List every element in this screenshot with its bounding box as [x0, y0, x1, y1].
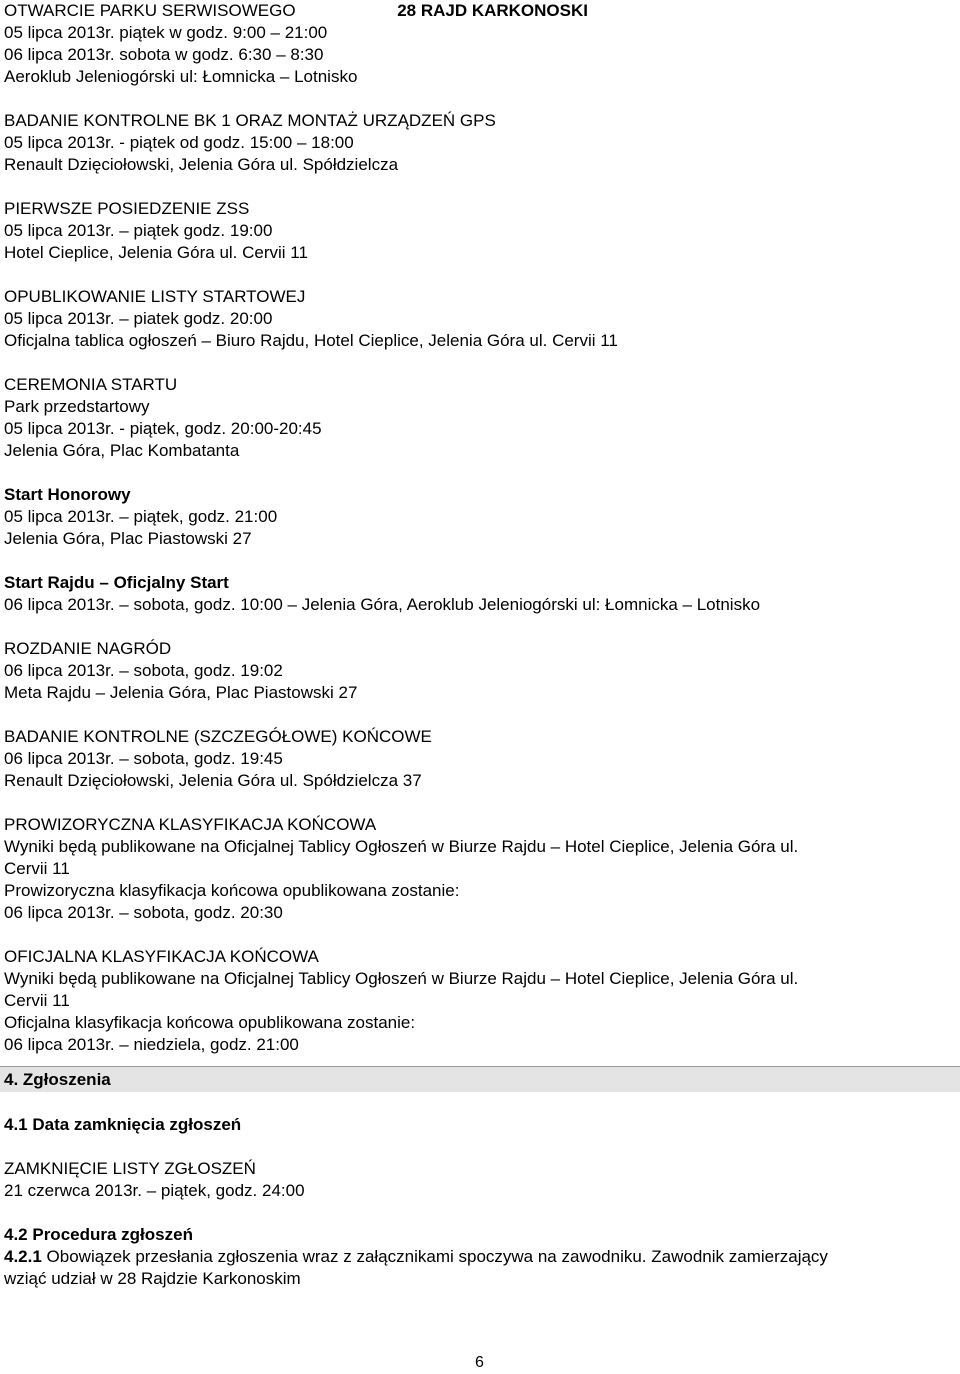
subsection-heading: 4.2 Procedura zgłoszeń [4, 1225, 193, 1244]
block-title: PIERWSZE POSIEDZENIE ZSS [4, 199, 250, 218]
document-header-title: 28 RAJD KARKONOSKI [397, 1, 588, 20]
block-title: BADANIE KONTROLNE (SZCZEGÓŁOWE) KOŃCOWE [4, 727, 432, 746]
item-line: 21 czerwca 2013r. – piątek, godz. 24:00 [4, 1181, 305, 1200]
spacer [4, 176, 954, 198]
block-line: 06 lipca 2013r. – sobota, godz. 19:45 [4, 749, 283, 768]
block-line: 05 lipca 2013r. - piątek, godz. 20:00-20:45 [4, 419, 322, 438]
block-line: Cervii 11 [4, 991, 70, 1010]
block-line: Cervii 11 [4, 859, 70, 878]
spacer [4, 88, 954, 110]
paragraph-number: 4.2.1 [4, 1247, 42, 1266]
block-line: Jelenia Góra, Plac Kombatanta [4, 441, 240, 460]
block-line: Renault Dzięciołowski, Jelenia Góra ul. Spółdzielcza [4, 155, 399, 174]
block-line: 06 lipca 2013r. – sobota, godz. 20:30 [4, 903, 283, 922]
block-line: 05 lipca 2013r. piątek w godz. 9:00 – 21:00 [4, 23, 328, 42]
schedule-block-official-start [4, 572, 954, 616]
spacer [4, 1092, 954, 1114]
block-line: Oficjalna klasyfikacja końcowa opublikowana zostanie: [4, 1013, 416, 1032]
block-title: Start Honorowy [4, 485, 131, 504]
spacer [4, 352, 954, 374]
block-line: Meta Rajdu – Jelenia Góra, Plac Piastowski 27 [4, 683, 358, 702]
section-heading-bar [0, 1066, 960, 1092]
spacer [4, 924, 954, 946]
block-line: 05 lipca 2013r. – piatek godz. 20:00 [4, 309, 273, 328]
paragraph-text: Obowiązek przesłania zgłoszenia wraz z załącznikami spoczywa na zawodniku. Zawodnik zamierzający [41, 1247, 828, 1266]
block-title: PROWIZORYCZNA KLASYFIKACJA KOŃCOWA [4, 815, 377, 834]
block-title: OPUBLIKOWANIE LISTY STARTOWEJ [4, 287, 306, 306]
block-line: 06 lipca 2013r. – niedziela, godz. 21:00 [4, 1035, 299, 1054]
spacer [4, 704, 954, 726]
spacer [4, 1202, 954, 1224]
block-line: 05 lipca 2013r. - piątek od godz. 15:00 – 18:00 [4, 133, 354, 152]
block-line: Aeroklub Jeleniogórski ul: Łomnicka – Lotnisko [4, 67, 358, 86]
schedule-block-start-list [4, 286, 954, 352]
block-line: 05 lipca 2013r. – piątek godz. 19:00 [4, 221, 273, 240]
block-title: OFICJALNA KLASYFIKACJA KOŃCOWA [4, 947, 319, 966]
block-line: Wyniki będą publikowane na Oficjalnej Tablicy Ogłoszeń w Biurze Rajdu – Hotel Cieplice, Jelenia Góra ul. [4, 969, 799, 988]
subsection-closing-date [4, 1114, 954, 1202]
schedule-block-official-classification [4, 946, 954, 1056]
schedule-block-first-meeting [4, 198, 954, 264]
block-line: Prowizoryczna klasyfikacja końcowa opublikowana zostanie: [4, 881, 460, 900]
block-title: ROZDANIE NAGRÓD [4, 639, 172, 658]
block-line: Oficjalna tablica ogłoszeń – Biuro Rajdu, Hotel Cieplice, Jelenia Góra ul. Cervii 11 [4, 331, 618, 350]
page-number: 6 [475, 1354, 484, 1371]
spacer [4, 616, 954, 638]
block-line: Wyniki będą publikowane na Oficjalnej Tablicy Ogłoszeń w Biurze Rajdu – Hotel Cieplice, Jelenia Góra ul. [4, 837, 799, 856]
item-title: ZAMKNIĘCIE LISTY ZGŁOSZEŃ [4, 1159, 256, 1178]
schedule-block-provisional-classification [4, 814, 954, 924]
block-title: CEREMONIA STARTU [4, 375, 178, 394]
block-title: BADANIE KONTROLNE BK 1 ORAZ MONTAŻ URZĄDZEŃ GPS [4, 111, 496, 130]
schedule-block-honorary-start [4, 484, 954, 550]
paragraph-line [4, 1246, 954, 1268]
block-line: Park przedstartowy [4, 397, 150, 416]
block-line: Renault Dzięciołowski, Jelenia Góra ul. Spółdzielcza 37 [4, 771, 422, 790]
spacer [4, 550, 954, 572]
paragraph-line: wziąć udział w 28 Rajdzie Karkonoskim [4, 1269, 301, 1288]
block-title: OTWARCIE PARKU SERWISOWEGO [4, 1, 296, 20]
schedule-block-start-ceremony [4, 374, 954, 462]
spacer [4, 264, 954, 286]
block-line: 06 lipca 2013r. – sobota, godz. 19:02 [4, 661, 283, 680]
document-page [4, 0, 954, 1290]
block-line: 06 lipca 2013r. sobota w godz. 6:30 – 8:30 [4, 45, 324, 64]
block-title: Start Rajdu – Oficjalny Start [4, 573, 229, 592]
schedule-block-final-inspection [4, 726, 954, 792]
subsection-heading: 4.1 Data zamknięcia zgłoszeń [4, 1115, 242, 1134]
schedule-block-inspection-bk1 [4, 110, 954, 176]
block-line: 06 lipca 2013r. – sobota, godz. 10:00 – Jelenia Góra, Aeroklub Jeleniogórski ul: Łomnicka – Lotnisko [4, 595, 761, 614]
block-line: Hotel Cieplice, Jelenia Góra ul. Cervii 11 [4, 243, 308, 262]
section-heading: 4. Zgłoszenia [4, 1070, 111, 1089]
spacer [4, 462, 954, 484]
spacer [4, 1056, 954, 1066]
spacer [4, 1136, 954, 1158]
block-line: 05 lipca 2013r. – piątek, godz. 21:00 [4, 507, 278, 526]
spacer [4, 792, 954, 814]
schedule-block-service-park [4, 0, 954, 88]
schedule-block-awards [4, 638, 954, 704]
subsection-procedure [4, 1224, 954, 1290]
block-line: Jelenia Góra, Plac Piastowski 27 [4, 529, 252, 548]
